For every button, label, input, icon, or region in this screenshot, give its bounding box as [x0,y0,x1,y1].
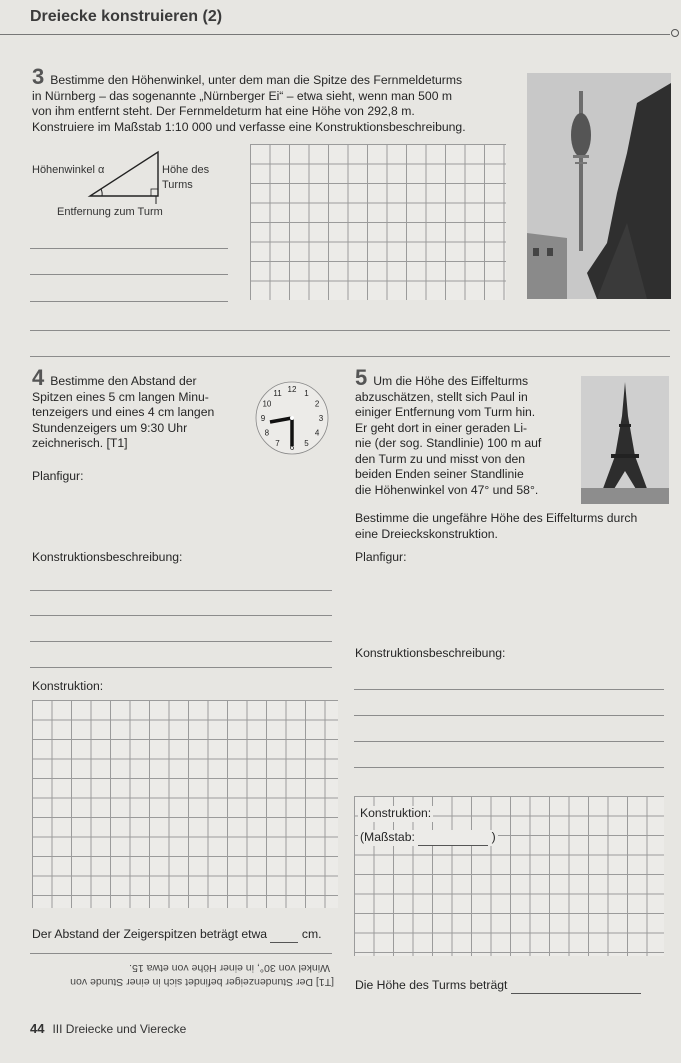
answer-line [354,715,664,716]
task3-line: Konstruiere im Maßstab 1:10 000 und verfasse eine Konstruktionsbeschreibung. [32,119,466,134]
task5-line: nie (der sog. Standlinie) 100 m auf [355,436,542,450]
task5-answer-label: Die Höhe des Turms beträgt [355,978,508,992]
page-footer [30,1021,186,1036]
task4-answer-blank[interactable] [270,930,298,943]
task4-number: 4 [32,365,45,390]
answer-line [30,953,332,954]
distance-label: Entfernung zum Turm [57,206,163,218]
clock-number: 7 [275,439,280,449]
task5-answer-blank[interactable] [511,981,641,994]
task4-konstruktion-label: Konstruktion: [32,679,104,693]
clock-number: 5 [304,439,309,449]
answer-line [30,330,670,331]
task4-answer-unit: cm. [301,927,322,941]
clock-number: 1 [304,388,309,398]
page-title: Dreiecke konstruieren (2) [30,8,223,25]
answer-line [354,689,664,690]
clock-number: 2 [314,399,320,409]
task5-planfigur-label: Planfigur: [355,550,407,564]
task3-line: in Nürnberg – das sogenannte „Nürnberger Ei“ – etwa sieht, wenn man 500 m [32,88,453,103]
task3-line: von ihm entfernt steht. Der Fernmeldeturm hat eine Höhe von 292,8 m. [32,104,415,118]
task4-beschreibung-label: Konstruktionsbeschreibung: [32,550,183,564]
clock-number: 4 [314,428,320,438]
task5-text-wide [355,511,675,542]
task4-line: Bestimme den Abstand der [50,374,197,388]
tower-photo [527,73,671,299]
task5-line: Um die Höhe des Eiffelturms [373,374,529,388]
answer-line [30,301,228,302]
section-label: III Dreiecke und Vierecke [52,1022,187,1036]
clock-number: 6 [289,443,295,452]
angle-label: Höhenwinkel α [32,164,105,176]
task3-number: 3 [32,64,45,89]
answer-line [30,274,228,275]
answer-line [354,767,664,768]
task4-grid [32,700,338,908]
clock-figure [252,378,332,458]
task5-line: abzuschätzen, stellt sich Paul in [355,389,528,404]
answer-line [354,741,664,742]
upside-down-hint-2: [T1] Der Stundenzeiger befindet sich in einer Stunde von [70,976,334,988]
header-rule [0,34,670,35]
clock-number: 11 [273,388,282,398]
clock-number: 3 [318,414,324,423]
answer-line [30,590,332,591]
height-label-2: Turms [162,179,193,191]
page-number: 44 [30,1021,45,1036]
massstab-close: ) [491,830,496,844]
task5-line: einiger Entfernung vom Turm hin. [355,405,536,419]
upside-down-hint-1: Winkel von 30°, in einer Höhe von etwa 15. [129,962,330,974]
task4-line: Spitzen eines 5 cm langen Minu- [32,389,209,404]
task4-answer-label: Der Abstand der Zeigerspitzen beträgt etwa [32,927,268,941]
task4-line: tenzeigers und eines 4 cm langen [32,405,215,419]
task5-line: den Turm zu und misst von den [355,451,526,466]
answer-line [30,356,670,357]
task5-line: beiden Enden seiner Standlinie [355,467,524,481]
task4-line: Stundenzeigers um 9:30 Uhr [32,420,188,435]
task3-line: Bestimme den Höhenwinkel, unter dem man die Spitze des Fernmeldeturms [50,73,463,87]
answer-line [30,641,332,642]
clock-number: 10 [262,399,272,409]
task5-konstruktion-label: Konstruktion: [360,806,432,820]
height-label-1: Höhe des [162,164,210,176]
task5-massstab [358,830,498,846]
task5-line: die Höhenwinkel von 47° und 58°. [355,482,539,497]
eiffel-photo [581,376,669,504]
answer-line [30,667,332,668]
task5-line: Er geht dort in einer geraden Li- [355,420,528,435]
task4-text [32,365,262,452]
task5-answer-text [355,978,641,994]
task5-text [355,365,585,498]
clock-number: 9 [260,414,266,423]
header-ring-icon [671,29,679,37]
clock-number: 12 [287,385,297,394]
task3-text [32,64,527,135]
clock-number: 8 [264,428,270,438]
task4-answer-text [32,927,322,943]
massstab-label: (Maßstab: [360,830,415,844]
task5-line: eine Dreieckskonstruktion. [355,526,498,541]
massstab-blank[interactable] [418,833,488,846]
task5-number: 5 [355,365,368,390]
answer-line [30,615,332,616]
triangle-figure [80,144,170,206]
task3-grid [250,144,506,300]
task5-beschreibung-label: Konstruktionsbeschreibung: [355,646,506,660]
eiffel-image [581,376,669,504]
answer-line [30,248,228,249]
task5-line: Bestimme die ungefähre Höhe des Eiffelturms durch [355,511,638,525]
task4-planfigur-label: Planfigur: [32,469,84,483]
tower-image [527,73,671,299]
task4-line: zeichnerisch. [T1] [32,436,128,450]
